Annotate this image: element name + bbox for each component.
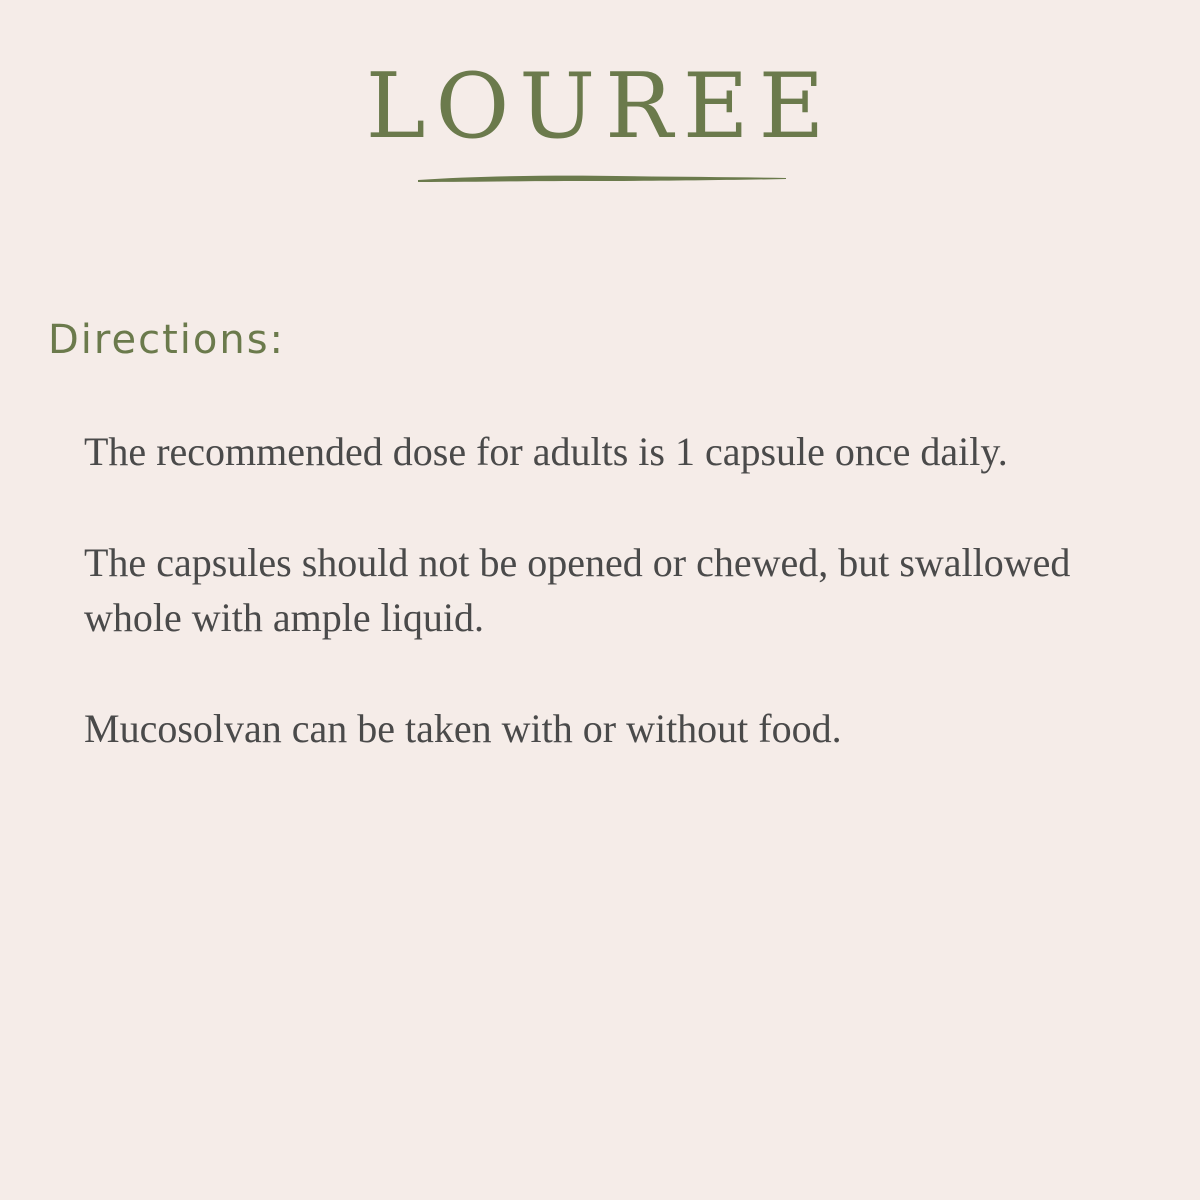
directions-body [84, 424, 1094, 812]
paragraph-swallow: The capsules should not be opened or chewed, but swallowed whole with ample liquid. [84, 540, 1071, 640]
directions-heading: Directions: [48, 317, 286, 363]
brand-underline-stroke [416, 172, 788, 186]
paragraph-dose: The recommended dose for adults is 1 capsule once daily. [84, 429, 1008, 474]
paragraph-food: Mucosolvan can be taken with or without food. [84, 706, 842, 751]
brand-logo: LOUREE [365, 54, 835, 159]
